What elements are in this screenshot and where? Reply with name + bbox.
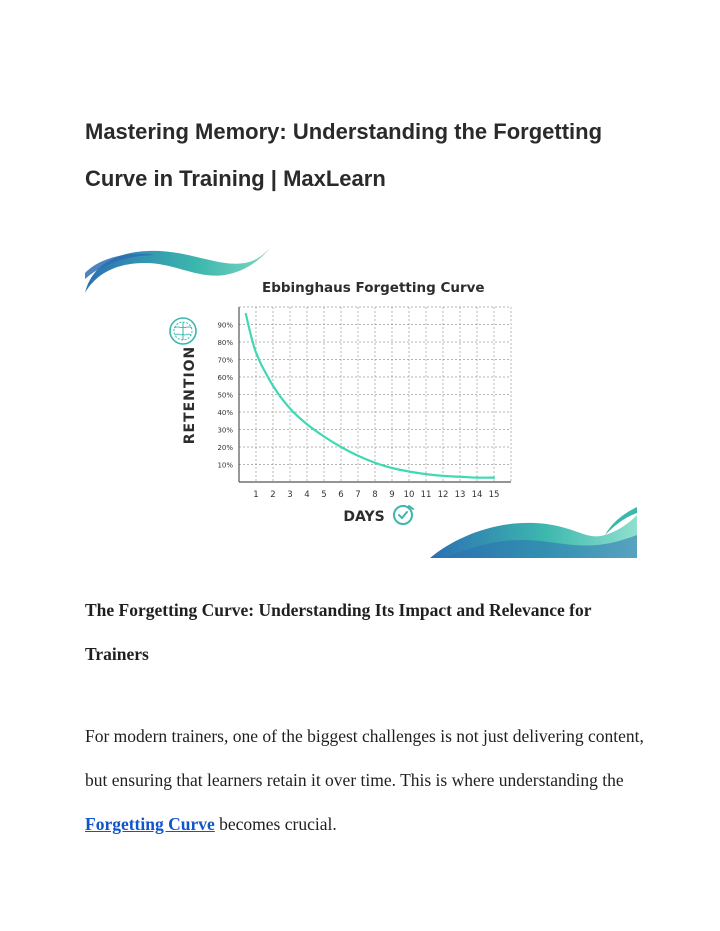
forgetting-curve-figure [85,245,637,558]
y-tick-label: 20% [217,444,233,452]
y-tick-label: 70% [217,356,233,365]
forgetting-curve-chart [85,245,637,558]
forgetting-curve-link[interactable]: Forgetting Curve [85,814,215,834]
x-tick-label: 2 [270,490,276,500]
top-left-wave-decoration [85,245,273,295]
x-tick-label: 5 [321,490,327,500]
x-tick-label: 15 [488,490,500,500]
y-axis-ticks [217,322,233,470]
y-tick-label: 60% [217,374,233,382]
x-tick-label: 1 [253,490,259,500]
x-tick-label: 10 [403,490,415,500]
clock-check-icon [394,506,413,524]
y-tick-label: 40% [217,409,233,417]
intro-paragraph [85,714,645,846]
chart-title: Ebbinghaus Forgetting Curve [262,280,485,296]
x-tick-label: 9 [389,490,395,500]
x-tick-label: 3 [287,490,293,500]
paragraph-text-after-link: becomes crucial. [214,814,337,834]
paragraph-text-before-link: For modern trainers, one of the biggest challenges is not just delivering content, but ensuring that learners retain it over time. This is where understanding the [85,726,644,790]
y-tick-label: 90% [217,321,233,330]
x-tick-label: 7 [355,490,361,500]
page-title: Mastering Memory: Understanding the Forgetting Curve in Training | MaxLearn [85,119,603,191]
x-axis-ticks [253,490,499,500]
x-tick-label: 8 [372,490,378,500]
section-heading: The Forgetting Curve: Understanding Its Impact and Relevance for Trainers [85,600,592,664]
x-tick-label: 14 [471,490,483,500]
retention-curve-line [246,314,494,478]
x-tick-label: 6 [338,490,344,500]
y-tick-label: 80% [217,339,233,347]
x-tick-label: 4 [304,490,310,500]
y-tick-label: 30% [217,426,233,435]
y-axis-label: RETENTION [182,345,198,445]
x-tick-label: 11 [420,490,432,500]
y-tick-label: 10% [217,461,233,470]
x-axis-label: DAYS [343,509,385,525]
bottom-right-wave-decoration [430,507,637,558]
x-tick-label: 12 [437,490,449,500]
x-tick-label: 13 [454,490,466,500]
brain-icon [170,318,196,344]
y-tick-label: 50% [217,391,233,400]
